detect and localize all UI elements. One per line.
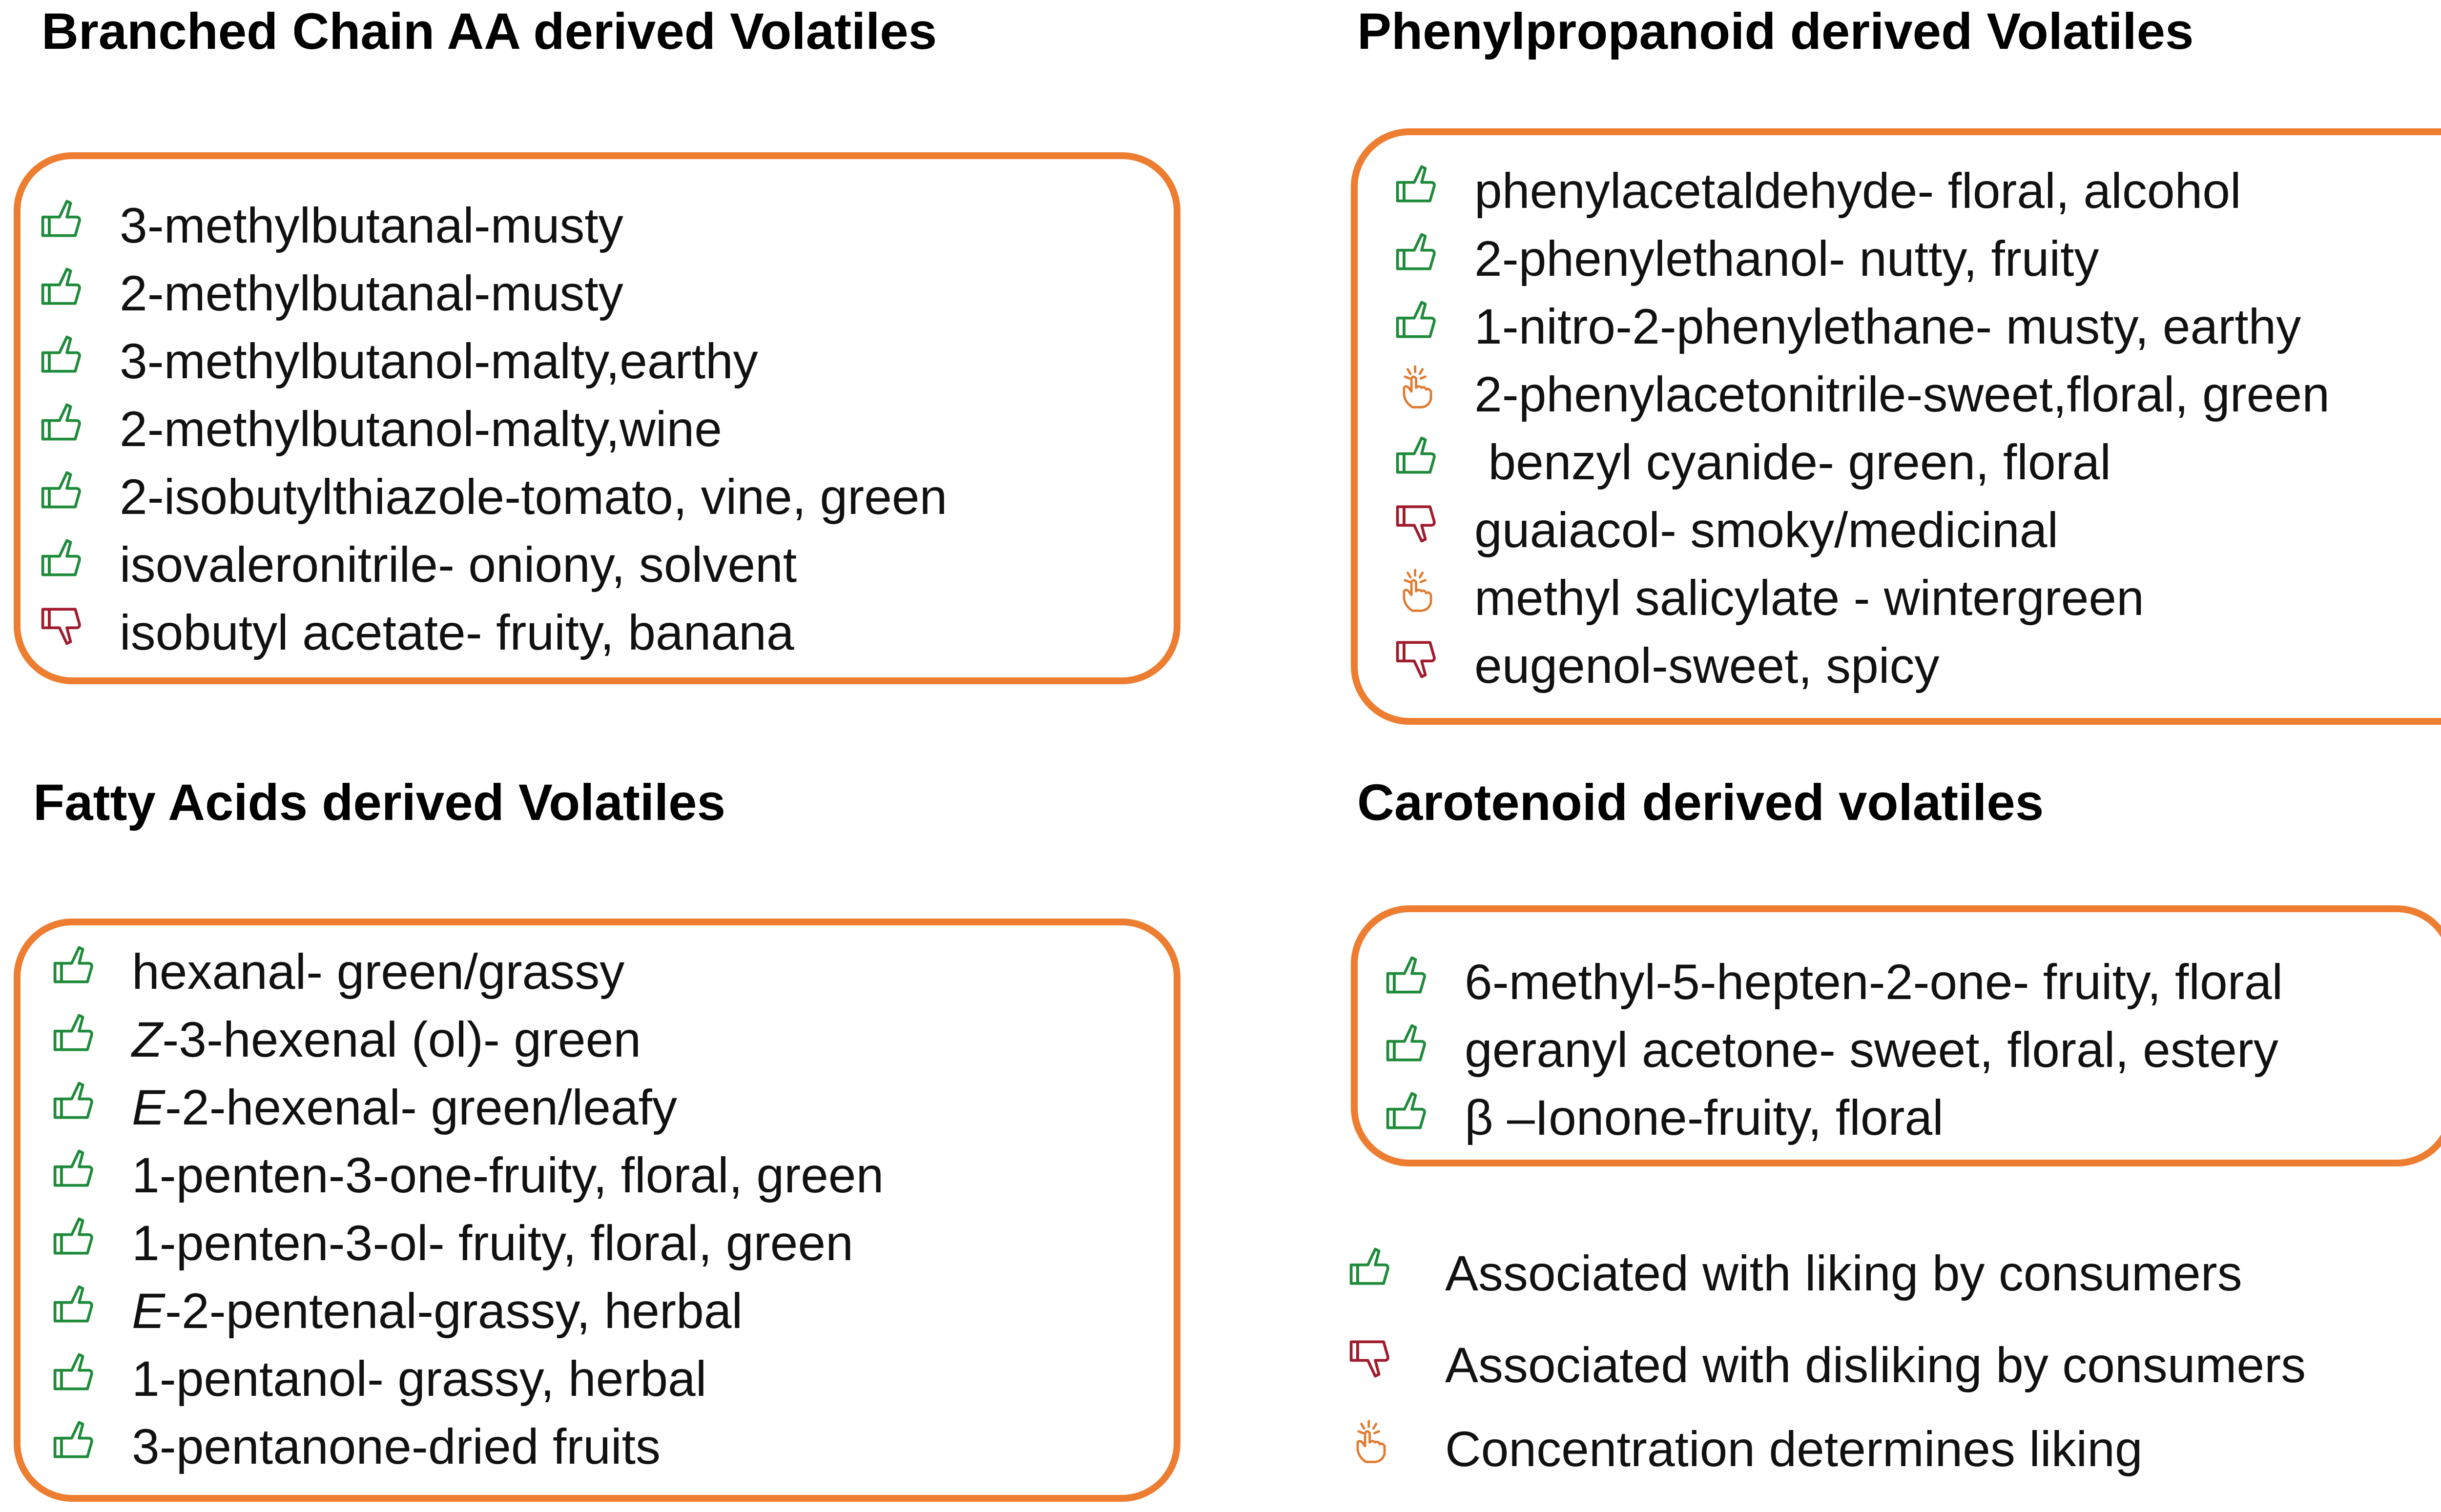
panel-title-branched-chain: Branched Chain AA derived Volatiles	[41, 3, 937, 60]
thumbs-down-icon	[1394, 500, 1440, 547]
item-label	[120, 463, 947, 531]
item-text: 1-penten-3-ol- fruity, floral, green	[132, 1215, 853, 1271]
item-text: β –Ionone-fruity, floral	[1465, 1090, 1944, 1145]
item-text: guaiacol- smoky/medicinal	[1474, 502, 2059, 558]
item-label	[1474, 361, 2330, 429]
item-text: 3-pentanone-dried fruits	[132, 1419, 661, 1474]
item-text: 6-methyl-5-hepten-2-one- fruity, floral	[1465, 954, 2283, 1010]
item-label	[1474, 429, 2111, 496]
panel-title-fatty-acids: Fatty Acids derived Volatiles	[33, 774, 725, 831]
thumbs-down-icon	[39, 603, 85, 649]
legend-label-liking: Associated with liking by consumers	[1445, 1246, 2242, 1301]
thumbs-up-icon	[51, 1078, 98, 1124]
legend-row-concentration	[1347, 1415, 2441, 1483]
item-label	[1474, 293, 2301, 361]
item-text: 1-nitro-2-phenylethane- musty, earthy	[1474, 299, 2301, 354]
item-text: eugenol-sweet, spicy	[1474, 638, 1940, 694]
thumbs-up-icon	[1347, 1244, 1394, 1290]
thumbs-up-icon	[51, 1145, 98, 1192]
item-text: 2-methylbutanal-musty	[120, 266, 623, 321]
item-text: phenylacetaldehyde- floral, alcohol	[1474, 163, 2241, 219]
item-text: -2-hexenal- green/leafy	[165, 1080, 677, 1135]
thumbs-up-icon	[39, 264, 85, 310]
item-text: 3-methylbutanol-malty,earthy	[120, 333, 758, 389]
pointing-hand-icon	[1394, 568, 1440, 614]
panel-title-phenylpropanoid: Phenylpropanoid derived Volatiles	[1357, 3, 2194, 60]
thumbs-up-icon	[1384, 1020, 1430, 1066]
item-text: 1-penten-3-one-fruity, floral, green	[132, 1147, 884, 1203]
legend-row-liking	[1347, 1240, 2441, 1308]
item-text: 2-phenylethanol- nutty, fruity	[1474, 231, 2099, 286]
thumbs-up-icon	[1394, 161, 1440, 207]
item-label	[1465, 948, 2283, 1016]
item-label	[1474, 225, 2099, 293]
item-text: 2-isobutylthiazole-tomato, vine, green	[120, 469, 948, 525]
item-prefix: Z	[132, 1012, 163, 1067]
item-label	[120, 531, 797, 599]
item-text: 2-methylbutanol-malty,wine	[120, 401, 722, 457]
legend-row-disliking	[1347, 1331, 2441, 1399]
item-label	[132, 1006, 641, 1074]
item-text: isovaleronitrile- oniony, solvent	[120, 537, 797, 593]
item-label	[120, 327, 758, 395]
thumbs-up-icon	[51, 1281, 98, 1328]
item-label	[132, 1142, 884, 1209]
item-label	[132, 938, 624, 1006]
item-label	[1474, 564, 2144, 632]
thumbs-up-icon	[51, 1213, 98, 1260]
thumbs-up-icon	[1394, 297, 1440, 343]
thumbs-up-icon	[51, 1349, 98, 1395]
item-label	[132, 1413, 661, 1481]
thumbs-up-icon	[39, 467, 85, 513]
item-label	[132, 1345, 706, 1413]
thumbs-down-icon	[1394, 636, 1440, 682]
item-label	[132, 1074, 677, 1142]
thumbs-up-icon	[39, 196, 85, 242]
thumbs-up-icon	[1384, 952, 1430, 999]
thumbs-up-icon	[51, 1010, 98, 1056]
item-text: isobutyl acetate- fruity, banana	[120, 605, 794, 660]
item-text: -2-pentenal-grassy, herbal	[165, 1283, 743, 1339]
item-text: hexanal- green/grassy	[132, 944, 625, 1000]
legend-label-concentration: Concentration determines liking	[1445, 1421, 2143, 1477]
thumbs-up-icon	[51, 1417, 98, 1463]
item-label	[132, 1209, 853, 1277]
thumbs-down-icon	[1347, 1335, 1394, 1382]
item-text: 3-methylbutanal-musty	[120, 198, 623, 253]
pointing-hand-icon	[1347, 1419, 1394, 1466]
item-label	[120, 192, 623, 260]
item-text: benzyl cyanide- green, floral	[1474, 434, 2111, 490]
thumbs-up-icon	[39, 399, 85, 446]
thumbs-up-icon	[1394, 229, 1440, 275]
item-label	[120, 260, 623, 327]
item-text: methyl salicylate - wintergreen	[1474, 570, 2144, 626]
thumbs-up-icon	[51, 942, 98, 988]
item-label	[1465, 1016, 2278, 1084]
item-text: -3-hexenal (ol)- green	[162, 1012, 641, 1067]
thumbs-up-icon	[1394, 432, 1440, 479]
item-label	[1474, 496, 2058, 564]
item-prefix: E	[132, 1080, 165, 1135]
thumbs-up-icon	[39, 331, 85, 378]
item-label	[1474, 632, 1940, 700]
pointing-hand-icon	[1394, 365, 1440, 411]
thumbs-up-icon	[1384, 1088, 1430, 1134]
item-text: geranyl acetone- sweet, floral, estery	[1465, 1022, 2278, 1078]
item-text: 1-pentanol- grassy, herbal	[132, 1351, 707, 1407]
item-label	[1474, 157, 2241, 225]
item-label	[120, 395, 722, 463]
item-label	[120, 599, 794, 667]
legend-label-disliking: Associated with disliking by consumers	[1445, 1337, 2306, 1393]
item-label	[132, 1277, 743, 1345]
item-prefix: E	[132, 1283, 165, 1339]
item-label	[1465, 1084, 1944, 1152]
thumbs-up-icon	[39, 535, 85, 581]
item-text: 2-phenylacetonitrile-sweet,floral, green	[1474, 367, 2330, 422]
panel-title-carotenoid: Carotenoid derived volatiles	[1357, 774, 2044, 831]
